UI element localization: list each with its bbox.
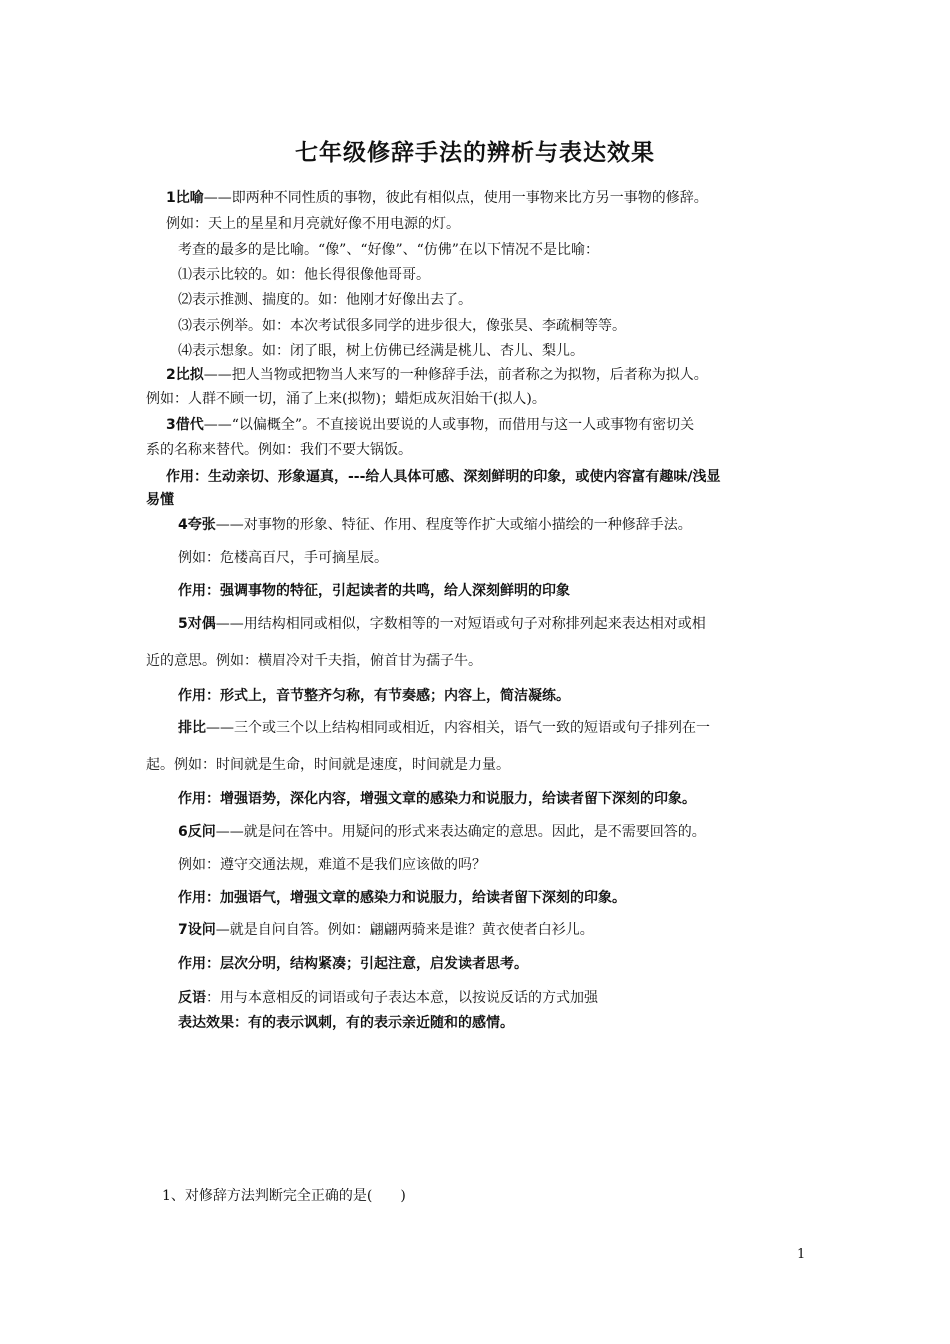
question-line: 1、对修辞方法判断完全正确的是( ) [162,1188,406,1204]
para-hypophora [178,920,594,940]
definition-text: ——用结构相同或相似，字数相等的一对短语或句子对称排列起来表达相对或相 [215,616,706,632]
para-metonymy [166,415,694,435]
definition-text: ——对事物的形象、特征、作用、程度等作扩大或缩小描绘的一种修辞手法。 [215,517,692,533]
definition-text: ——把人当物或把物当人来写的一种修辞手法，前者称之为拟物，后者称为拟人。 [203,367,708,383]
term-label: 3借代 [166,417,204,433]
term-label: 排比 [178,720,206,736]
term-label: 4夸张 [178,517,216,533]
list-item: ⑵表示推测、揣度的。如：他刚才好像出去了。 [178,292,472,308]
example-line: 例如：遵守交通法规，难道不是我们应该做的吗？ [178,857,486,873]
effect-line: 作用：层次分明，结构紧凑；引起注意，启发读者思考。 [178,956,528,972]
definition-text: ——“以偏概全”。不直接说出要说的人或事物，而借用与这一人或事物有密切关 [203,417,695,433]
definition-text: ——就是问在答中。用疑问的形式来表达确定的意思。因此，是不需要回答的。 [215,824,706,840]
term-label: 5对偶 [178,616,216,632]
list-item: ⑷表示想象。如：闭了眼，树上仿佛已经满是桃儿、杏儿、梨儿。 [178,343,584,359]
example-line: 例如：人群不顾一切，涌了上来(拟物)；蜡炬成灰泪始干(拟人)。 [146,391,546,407]
para-parallelism [178,718,710,738]
term-label: 7设问 [178,922,216,938]
example-line: 例如：危楼高百尺，手可摘星辰。 [178,550,388,566]
text-line: 系的名称来替代。例如：我们不要大锅饭。 [146,442,412,458]
para-personification [166,365,708,385]
effect-line: 表达效果：有的表示讽刺，有的表示亲近随和的感情。 [178,1015,514,1031]
effect-line: 作用：加强语气，增强文章的感染力和说服力，给读者留下深刻的印象。 [178,890,626,906]
definition-text: —就是自问自答。例如：翩翩两骑来是谁？黄衣使者白衫儿。 [215,922,594,938]
term-label: 2比拟 [166,367,204,383]
text-line: 考查的最多的是比喻。“像”、“好像”、“仿佛”在以下情况不是比喻： [178,242,599,258]
example-line: 近的意思。例如：横眉冷对千夫指，俯首甘为孺子牛。 [146,653,482,669]
definition-text: ——即两种不同性质的事物，彼此有相似点，使用一事物来比方另一事物的修辞。 [203,190,708,206]
para-metaphor [166,188,708,208]
page-title: 七年级修辞手法的辨析与表达效果 [295,140,655,166]
term-label: 6反问 [178,824,216,840]
term-label: 反语 [178,990,206,1006]
example-line: 例如：天上的星星和月亮就好像不用电源的灯。 [166,216,460,232]
list-item: ⑶表示例举。如：本次考试很多同学的进步很大，像张昊、李疏桐等等。 [178,318,626,334]
definition-text: ：用与本意相反的词语或句子表达本意，以按说反话的方式加强 [206,990,598,1006]
effect-line: 作用：形式上，音节整齐匀称，有节奏感；内容上，简洁凝练。 [178,688,570,704]
para-antithesis [178,614,706,634]
list-item: ⑴表示比较的。如：他长得很像他哥哥。 [178,267,430,283]
term-label: 1比喻 [166,190,204,206]
effect-line: 易懂 [146,492,174,508]
effect-line: 作用：强调事物的特征，引起读者的共鸣，给人深刻鲜明的印象 [178,583,570,599]
para-irony [178,988,598,1008]
definition-text: ——三个或三个以上结构相同或相近，内容相关，语气一致的短语或句子排列在一 [206,720,710,736]
para-rhetorical-question [178,822,706,842]
example-line: 起。例如：时间就是生命，时间就是速度，时间就是力量。 [146,757,510,773]
effect-line: 作用：生动亲切、形象逼真，---给人具体可感、深刻鲜明的印象，或使内容富有趣味/浅显 [166,469,721,485]
page-number: 1 [797,1247,806,1262]
effect-line: 作用：增强语势，深化内容，增强文章的感染力和说服力，给读者留下深刻的印象。 [178,791,696,807]
para-hyperbole [178,515,692,535]
